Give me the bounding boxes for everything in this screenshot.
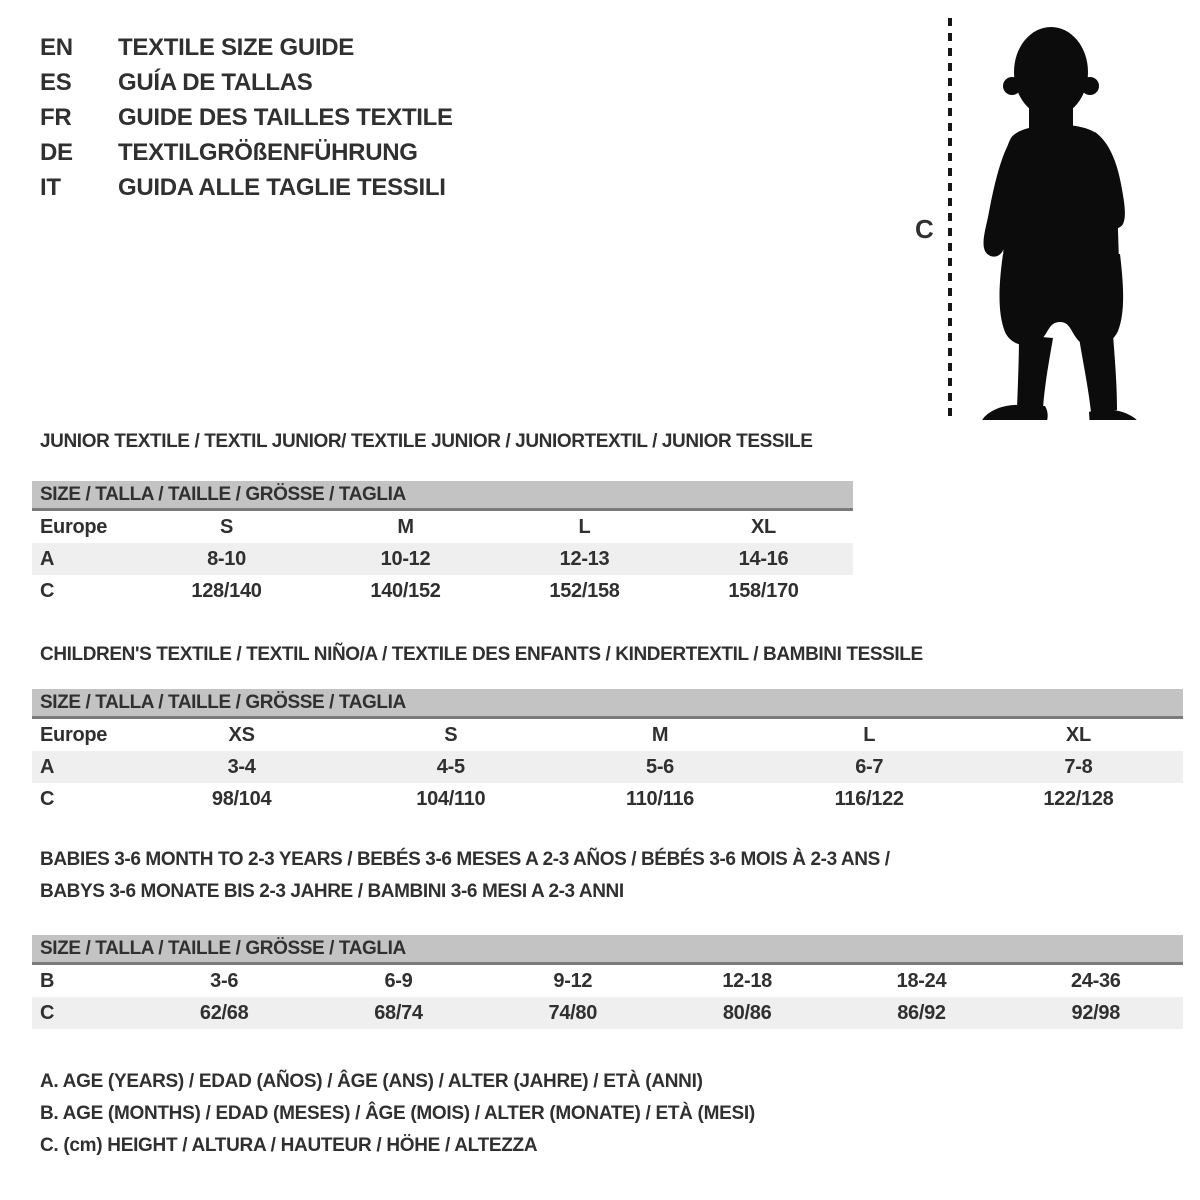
language-code: FR [40,103,72,131]
babies-textile-section [32,844,1183,1029]
table-cell: 158/170 [728,580,799,602]
guide-title: GUIDE DES TAILLES TEXTILE [118,103,453,131]
table-cell: 8-10 [207,548,246,570]
language-title-list [40,30,453,205]
table-cell: 110/116 [626,788,694,810]
table-cell: 7-8 [1064,756,1093,778]
table-row-a [32,543,853,575]
row-label: C [40,788,55,810]
table-cell: L [863,724,876,746]
language-code: ES [40,68,72,96]
row-label: Europe [40,516,108,538]
table-cell: 3-4 [227,756,256,778]
junior-size-table [32,511,853,607]
section-title-line: BABYS 3-6 MONATE BIS 2-3 JAHRE / BAMBINI 3-6 MESI A 2-3 ANNI [40,881,624,902]
babies-size-table [32,965,1183,1029]
junior-textile-section [32,430,853,607]
table-cell: 4-5 [436,756,465,778]
table-row-c [32,575,853,607]
table-cell: 116/122 [834,788,904,810]
table-row-b [32,965,1183,997]
language-row-en [40,30,453,65]
guide-title: TEXTILGRÖßENFÜHRUNG [118,138,418,166]
children-size-table [32,719,1183,815]
table-cell: 6-7 [855,756,884,778]
row-label: B [40,970,55,992]
table-cell: 68/74 [374,1002,423,1024]
table-cell: M [397,516,414,538]
language-row-es [40,65,453,100]
children-textile-section [32,643,1183,815]
table-cell: 24-36 [1070,970,1121,992]
size-header-bar: SIZE / TALLA / TAILLE / GRÖSSE / TAGLIA [32,689,1183,719]
table-cell: 3-6 [210,970,239,992]
guide-title: GUÍA DE TALLAS [118,68,313,96]
table-cell: 6-9 [384,970,413,992]
table-cell: 5-6 [646,756,675,778]
size-header-bar: SIZE / TALLA / TAILLE / GRÖSSE / TAGLIA [32,935,1183,965]
row-label: A [40,548,55,570]
table-cell: 92/98 [1071,1002,1121,1024]
table-cell: 128/140 [191,580,262,602]
language-code: EN [40,33,73,61]
row-label: Europe [40,724,108,746]
language-code: DE [40,138,73,166]
language-code: IT [40,173,61,201]
section-title-line: BABIES 3-6 MONTH TO 2-3 YEARS / BEBÉS 3-6 MESES A 2-3 AÑOS / BÉBÉS 3-6 MOIS À 2-3 ANS / [40,849,890,870]
table-cell: 62/68 [199,1002,249,1024]
children-section-title [32,643,1183,667]
height-measure-label: C [915,214,934,244]
table-cell: 104/110 [416,788,486,810]
table-cell: 80/86 [722,1002,772,1024]
legend-line: B. AGE (MONTHS) / EDAD (MESES) / ÂGE (MOIS) / ALTER (MONATE) / ETÀ (MESI) [40,1103,755,1124]
row-label: C [40,1002,55,1024]
table-cell: S [444,724,458,746]
table-cell: 140/152 [370,580,441,602]
table-row-europe [32,511,853,543]
language-row-it [40,170,453,205]
table-cell: 18-24 [896,970,947,992]
language-row-de [40,135,453,170]
guide-title: TEXTILE SIZE GUIDE [118,33,354,61]
table-cell: 12-13 [559,548,610,570]
table-cell: 14-16 [738,548,789,570]
table-cell: 12-18 [722,970,772,992]
language-row-fr [40,100,453,135]
legend-line: C. (cm) HEIGHT / ALTURA / HAUTEUR / HÖHE / ALTEZZA [40,1135,538,1156]
table-cell: 86/92 [897,1002,946,1024]
toddler-silhouette-icon [962,20,1144,420]
height-measure-line [948,18,952,416]
table-cell: XL [1065,724,1091,746]
guide-title: GUIDA ALLE TAGLIE TESSILI [118,173,446,201]
table-cell: 152/158 [549,580,620,602]
table-cell: 74/80 [548,1002,598,1024]
table-row-a [32,751,1183,783]
measure-legend [40,1066,755,1162]
section-title-line: JUNIOR TEXTILE / TEXTIL JUNIOR/ TEXTILE JUNIOR / JUNIORTEXTIL / JUNIOR TESSILE [40,431,813,452]
row-label: A [40,756,55,778]
table-row-c [32,783,1183,815]
table-cell: 122/128 [1043,788,1114,810]
table-cell: S [219,516,234,538]
table-cell: XL [751,516,776,538]
section-title-line: CHILDREN'S TEXTILE / TEXTIL NIÑO/A / TEXTILE DES ENFANTS / KINDERTEXTIL / BAMBINI TESSILE [40,644,923,665]
table-cell: L [578,516,591,538]
legend-line: A. AGE (YEARS) / EDAD (AÑOS) / ÂGE (ANS) / ALTER (JAHRE) / ETÀ (ANNI) [40,1071,703,1092]
junior-section-title [32,430,853,454]
table-cell: 98/104 [211,788,272,810]
table-cell: M [651,724,669,746]
babies-section-title [32,844,1183,908]
table-cell: 10-12 [380,548,431,570]
table-cell: 9-12 [553,970,593,992]
row-label: C [40,580,55,602]
table-row-c [32,997,1183,1029]
table-cell: XS [228,724,255,746]
size-header-bar: SIZE / TALLA / TAILLE / GRÖSSE / TAGLIA [32,481,853,511]
table-row-europe [32,719,1183,751]
